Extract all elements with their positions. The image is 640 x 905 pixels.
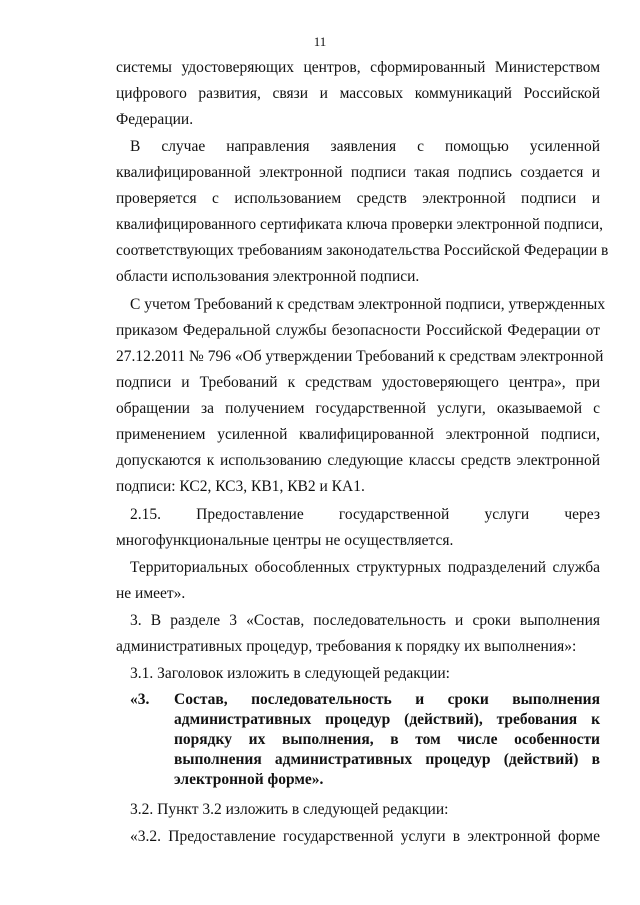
text-line: 2.15. Предоставление государственной услуги через — [130, 506, 600, 523]
text-line: системы удостоверяющих центров, сформированный Министерством — [116, 59, 600, 76]
text-line: проверяется с использованием средств электронной подписи и — [116, 190, 600, 207]
page-number: 11 — [313, 34, 327, 49]
text-line: применением усиленной квалифицированной электронной подписи, — [116, 426, 600, 443]
heading-number: «3. — [130, 691, 150, 708]
text-line: административных процедур, требования к порядку их выполнения»: — [116, 638, 577, 655]
heading-line: электронной форме». — [174, 771, 324, 788]
text-line: области использования электронной подписи. — [116, 268, 420, 285]
text-line: обращении за получением государственной услуги, оказываемой с — [116, 400, 600, 417]
text-line: 3.2. Пункт 3.2 изложить в следующей редакции: — [130, 801, 449, 818]
text-line: «3.2. Предоставление государственной услуги в электронной форме — [130, 828, 600, 845]
heading-line: административных процедур (действий), требования к — [174, 711, 600, 728]
text-line: соответствующих требованиям законодательства Российской Федерации в — [116, 242, 609, 259]
text-line: Федерации. — [116, 111, 194, 128]
text-line: приказом Федеральной службы безопасности Российской Федерации от — [116, 322, 600, 339]
text-line: многофункциональные центры не осуществляется. — [116, 532, 454, 549]
text-line: В случае направления заявления с помощью усиленной — [130, 138, 600, 155]
text-line: 3. В разделе 3 «Состав, последовательность и сроки выполнения — [130, 612, 600, 629]
heading-line: порядку их выполнения, в том числе особенности — [174, 731, 600, 748]
text-line: Территориальных обособленных структурных подразделений служба — [130, 559, 600, 576]
text-line: подписи: КС2, КС3, КВ1, КВ2 и КА1. — [116, 478, 365, 495]
heading-line: Состав, последовательность и сроки выполнения — [174, 691, 600, 708]
text-line: 3.1. Заголовок изложить в следующей редакции: — [130, 665, 450, 682]
text-line: цифрового развития, связи и массовых коммуникаций Российской — [116, 85, 600, 102]
text-line: не имеет». — [116, 585, 186, 602]
text-line: подписи и Требований к средствам удостоверяющего центра», при — [116, 374, 600, 391]
text-line: С учетом Требований к средствам электронной подписи, утвержденных — [130, 296, 606, 313]
heading-line: выполнения административных процедур (действий) в — [174, 751, 600, 768]
text-line: квалифицированной электронной подписи такая подпись создается и — [116, 164, 600, 181]
text-line: 27.12.2011 № 796 «Об утверждении Требований к средствам электронной — [116, 348, 604, 365]
text-line: квалифицированного сертификата ключа проверки электронной подписи, — [116, 216, 604, 233]
text-line: допускаются к использованию следующие классы средств электронной — [116, 452, 600, 469]
